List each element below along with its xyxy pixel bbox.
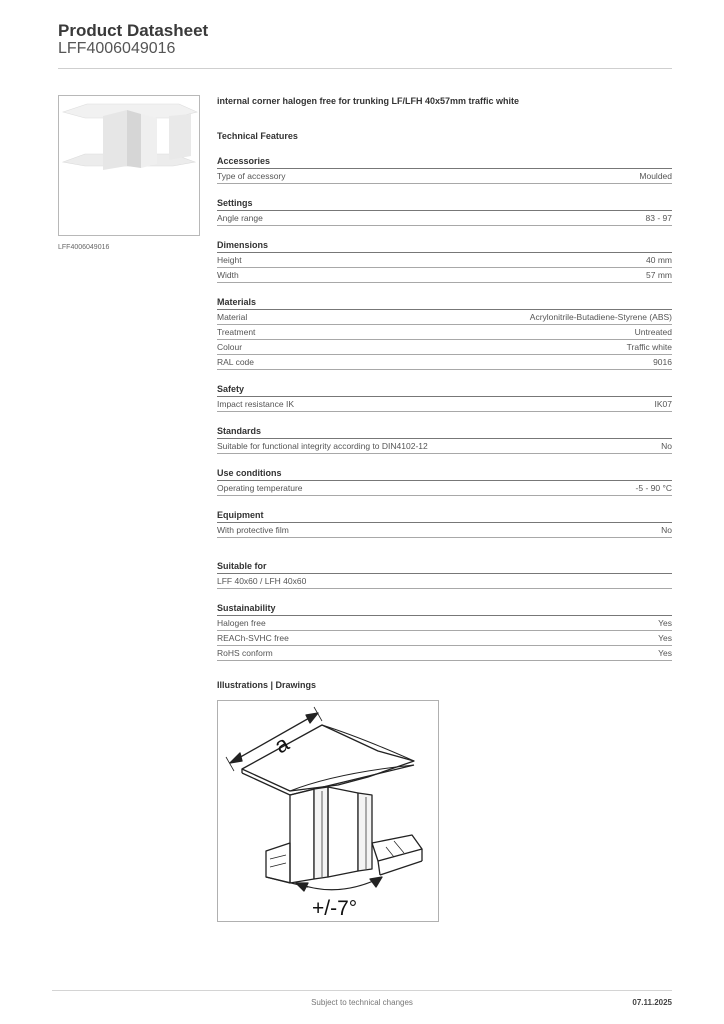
- spec-value: 40 mm: [646, 255, 672, 265]
- spec-row: [217, 169, 672, 184]
- spec-row: [217, 616, 672, 631]
- spec-row: [217, 481, 672, 496]
- dimension-label: a: [270, 730, 294, 759]
- spec-value: No: [661, 441, 672, 451]
- spec-row: [217, 310, 672, 325]
- spec-label: RAL code: [217, 357, 255, 367]
- spec-row: [217, 253, 672, 268]
- datasheet-content: [217, 96, 672, 922]
- section-suitable-for: [217, 560, 672, 589]
- spec-row: [217, 211, 672, 226]
- spec-label: Halogen free: [217, 618, 266, 628]
- spec-label: RoHS conform: [217, 648, 273, 658]
- spec-section: [217, 467, 672, 496]
- spec-section: [217, 383, 672, 412]
- spec-label: Treatment: [217, 327, 256, 337]
- product-code: LFF4006049016: [58, 40, 176, 57]
- section-title: Sustainability: [217, 602, 672, 616]
- spec-value: Moulded: [639, 171, 672, 181]
- page-title: Product Datasheet: [58, 21, 209, 40]
- footer-note: Subject to technical changes: [311, 998, 413, 1007]
- spec-label: Suitable for functional integrity according to DIN4102-12: [217, 441, 428, 451]
- technical-features-heading: Technical Features: [217, 131, 298, 141]
- spec-section: [217, 155, 672, 184]
- spec-row: [217, 325, 672, 340]
- spec-label: Angle range: [217, 213, 263, 223]
- spec-section: [217, 296, 672, 370]
- spec-label: Height: [217, 255, 242, 265]
- section-title: Settings: [217, 197, 672, 211]
- section-title: Equipment: [217, 509, 672, 523]
- illustrations-heading: Illustrations | Drawings: [217, 680, 317, 690]
- section-title: Safety: [217, 383, 672, 397]
- spec-value: -5 - 90 °C: [635, 483, 672, 493]
- spec-row: [217, 268, 672, 283]
- section-sustainability: [217, 602, 672, 661]
- spec-value: Yes: [658, 633, 672, 643]
- spec-value: No: [661, 525, 672, 535]
- spec-value: Yes: [658, 618, 672, 628]
- section-title: Materials: [217, 296, 672, 310]
- spec-row: [217, 631, 672, 646]
- spec-label: Width: [217, 270, 239, 280]
- section-title: Dimensions: [217, 239, 672, 253]
- header-divider: [58, 68, 672, 69]
- spec-row: [217, 340, 672, 355]
- internal-corner-drawing-icon: [218, 701, 438, 921]
- product-thumbnail: [58, 95, 200, 236]
- product-description: internal corner halogen free for trunking LF/LFH 40x57mm traffic white: [217, 96, 520, 106]
- spec-value: 57 mm: [646, 270, 672, 280]
- internal-corner-product-icon: [59, 96, 199, 235]
- footer-divider: [52, 990, 672, 991]
- spec-label: Operating temperature: [217, 483, 303, 493]
- spec-value: Yes: [658, 648, 672, 658]
- spec-value: IK07: [654, 399, 672, 409]
- spec-label: Colour: [217, 342, 243, 352]
- footer-date: 07.11.2025: [632, 998, 672, 1007]
- spec-label: Impact resistance IK: [217, 399, 295, 409]
- spec-label: LFF 40x60 / LFH 40x60: [217, 576, 307, 586]
- spec-row: [217, 439, 672, 454]
- spec-label: Type of accessory: [217, 171, 286, 181]
- spec-label: REACh-SVHC free: [217, 633, 289, 643]
- spec-value: Untreated: [634, 327, 672, 337]
- section-title: Accessories: [217, 155, 672, 169]
- spec-value: 83 - 97: [645, 213, 672, 223]
- section-title: Standards: [217, 425, 672, 439]
- technical-sections: [217, 155, 672, 538]
- angle-label: +/-7°: [312, 897, 358, 920]
- thumbnail-caption: LFF4006049016: [58, 244, 110, 251]
- spec-value: Acrylonitrile-Butadiene-Styrene (ABS): [529, 312, 672, 322]
- spec-section: [217, 239, 672, 283]
- spec-row: [217, 355, 672, 370]
- spec-row: [217, 523, 672, 538]
- spec-row: [217, 646, 672, 661]
- spec-section: [217, 425, 672, 454]
- spec-row: [217, 397, 672, 412]
- spec-row: [217, 574, 672, 589]
- spec-section: [217, 509, 672, 538]
- spec-section: [217, 197, 672, 226]
- spec-value: 9016: [653, 357, 672, 367]
- spec-label: With protective film: [217, 525, 289, 535]
- technical-drawing: [217, 700, 439, 922]
- spec-label: Material: [217, 312, 248, 322]
- spec-value: Traffic white: [626, 342, 672, 352]
- section-title: Use conditions: [217, 467, 672, 481]
- section-title: Suitable for: [217, 560, 672, 574]
